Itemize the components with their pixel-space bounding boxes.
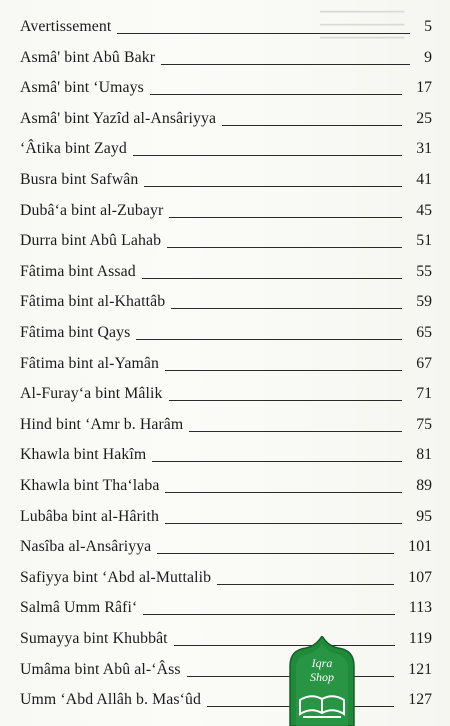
toc-leader-line bbox=[171, 308, 402, 309]
toc-entry bbox=[20, 660, 432, 684]
toc-entry-page: 17 bbox=[416, 79, 432, 97]
toc-entry bbox=[20, 323, 432, 347]
toc-entry-title: Durra bint Abû Lahab bbox=[20, 232, 162, 250]
toc-entry-title: Asmâ' bint ‘Umays bbox=[20, 79, 144, 97]
toc-entry-page: 55 bbox=[416, 262, 432, 280]
toc-entry-title: ‘Âtika bint Zayd bbox=[20, 140, 127, 158]
bleed-through-text: ━━━━━━━━━━━━━━ ━━━━━━━━━━━━━━ ━━━━━━━━━━━━━━ bbox=[320, 7, 405, 44]
toc-entry-page: 75 bbox=[416, 415, 432, 433]
toc-entry-title: Dubâ‘a bint al-Zubayr bbox=[20, 201, 164, 219]
toc-leader-line bbox=[169, 400, 402, 401]
toc-entry-title: Umâma bint Abû al-‘Âss bbox=[20, 660, 181, 678]
toc-entry bbox=[20, 598, 432, 622]
toc-entry bbox=[20, 201, 432, 225]
toc-leader-line bbox=[165, 523, 402, 524]
toc-entry-title: Khawla bint Tha‘laba bbox=[20, 477, 160, 494]
toc-entry-title: Umm ‘Abd Allâh b. Mas‘ûd bbox=[20, 691, 201, 709]
toc-entry bbox=[20, 445, 432, 469]
toc-entry-page: 107 bbox=[408, 568, 432, 586]
iqra-shop-logo bbox=[286, 636, 358, 726]
toc-entry-title: Khawla bint Hakîm bbox=[20, 446, 147, 464]
toc-entry-title: Fâtima bint al-Yamân bbox=[20, 354, 160, 372]
toc-entry bbox=[20, 629, 432, 653]
logo-line1: Iqra bbox=[311, 656, 333, 670]
toc-entry bbox=[20, 17, 432, 41]
toc-entry-title: Asmâ' bint Yazîd al-Ansâriyya bbox=[20, 109, 217, 127]
toc-entry-page: 71 bbox=[416, 385, 432, 403]
toc-entry-page: 51 bbox=[416, 232, 432, 250]
toc-leader-line bbox=[161, 64, 410, 65]
toc-entry bbox=[20, 78, 432, 102]
toc-leader-line bbox=[136, 339, 402, 340]
toc-entry-title: Asmâ' bint Abû Bakr bbox=[20, 48, 156, 66]
toc-leader-line bbox=[189, 431, 402, 432]
toc-entry-page: 59 bbox=[416, 293, 432, 311]
toc-leader-line bbox=[143, 614, 395, 615]
toc-entry-title: Salmâ Umm Râfi‘ bbox=[20, 599, 138, 617]
toc-entry-page: 41 bbox=[416, 171, 432, 188]
toc-entry bbox=[20, 384, 432, 408]
toc-entry-title: Busra bint Safwân bbox=[20, 171, 139, 188]
toc-entry-page: 45 bbox=[416, 201, 432, 219]
toc-leader-line bbox=[165, 492, 402, 493]
toc-entry-page: 65 bbox=[416, 324, 432, 341]
toc-entry-title: Al-Furay‘a bint Mâlik bbox=[20, 385, 163, 403]
toc-leader-line bbox=[217, 584, 394, 585]
toc-leader-line bbox=[133, 155, 402, 156]
toc-entry bbox=[20, 507, 432, 531]
toc-entry bbox=[20, 109, 432, 133]
toc-entry-page: 127 bbox=[408, 691, 432, 709]
toc-entry bbox=[20, 48, 432, 72]
toc-leader-line bbox=[222, 125, 402, 126]
toc-entry-title: Lubâba bint al-Hârith bbox=[20, 507, 159, 525]
toc-entry-title: Fâtima bint Qays bbox=[20, 324, 131, 341]
toc-leader-line bbox=[165, 370, 402, 371]
toc-entry-page: 81 bbox=[416, 446, 432, 464]
toc-leader-line bbox=[150, 94, 402, 95]
toc-leader-line bbox=[144, 186, 402, 187]
toc-entry-title: Sumayya bint Khubbât bbox=[20, 630, 168, 647]
toc-entry-title: Safiyya bint ‘Abd al-Muttalib bbox=[20, 568, 212, 586]
toc-entry-page: 119 bbox=[408, 630, 432, 647]
toc-leader-line bbox=[152, 461, 402, 462]
toc-entry-title: Avertissement bbox=[20, 18, 112, 35]
toc-entry-title: Hind bint ‘Amr b. Harâm bbox=[20, 415, 184, 433]
toc-entry-page: 67 bbox=[416, 354, 432, 372]
toc-leader-line bbox=[167, 247, 402, 248]
toc-entry-title: Nasîba al-Ansâriyya bbox=[20, 538, 152, 556]
toc-entry-page: 113 bbox=[408, 599, 432, 617]
toc-entry-page: 101 bbox=[408, 538, 432, 556]
toc-entry-page: 31 bbox=[416, 140, 432, 158]
toc-entry-page: 5 bbox=[424, 18, 432, 35]
toc-entry bbox=[20, 292, 432, 316]
toc-leader-line bbox=[169, 217, 402, 218]
toc-entry-page: 89 bbox=[416, 477, 432, 494]
toc-leader-line bbox=[142, 278, 402, 279]
toc-entry-page: 95 bbox=[416, 507, 432, 525]
toc-entry bbox=[20, 139, 432, 163]
toc-entry-page: 9 bbox=[424, 48, 432, 66]
toc-leader-line bbox=[174, 645, 395, 646]
toc-entry bbox=[20, 415, 432, 439]
toc-entry bbox=[20, 231, 432, 255]
toc-entry bbox=[20, 568, 432, 592]
toc-entry-title: Fâtima bint Assad bbox=[20, 262, 136, 280]
toc-entry bbox=[20, 262, 432, 286]
toc-leader-line bbox=[117, 33, 410, 34]
toc-entry bbox=[20, 476, 432, 500]
toc-entry bbox=[20, 690, 432, 714]
toc-entry-page: 121 bbox=[408, 660, 432, 678]
logo-line2: Shop bbox=[310, 670, 334, 684]
toc-entry-title: Fâtima bint al-Khattâb bbox=[20, 293, 166, 311]
toc-entry bbox=[20, 537, 432, 561]
toc-entry bbox=[20, 354, 432, 378]
toc-leader-line bbox=[157, 553, 394, 554]
toc-entry-page: 25 bbox=[416, 109, 432, 127]
toc-entry bbox=[20, 170, 432, 194]
